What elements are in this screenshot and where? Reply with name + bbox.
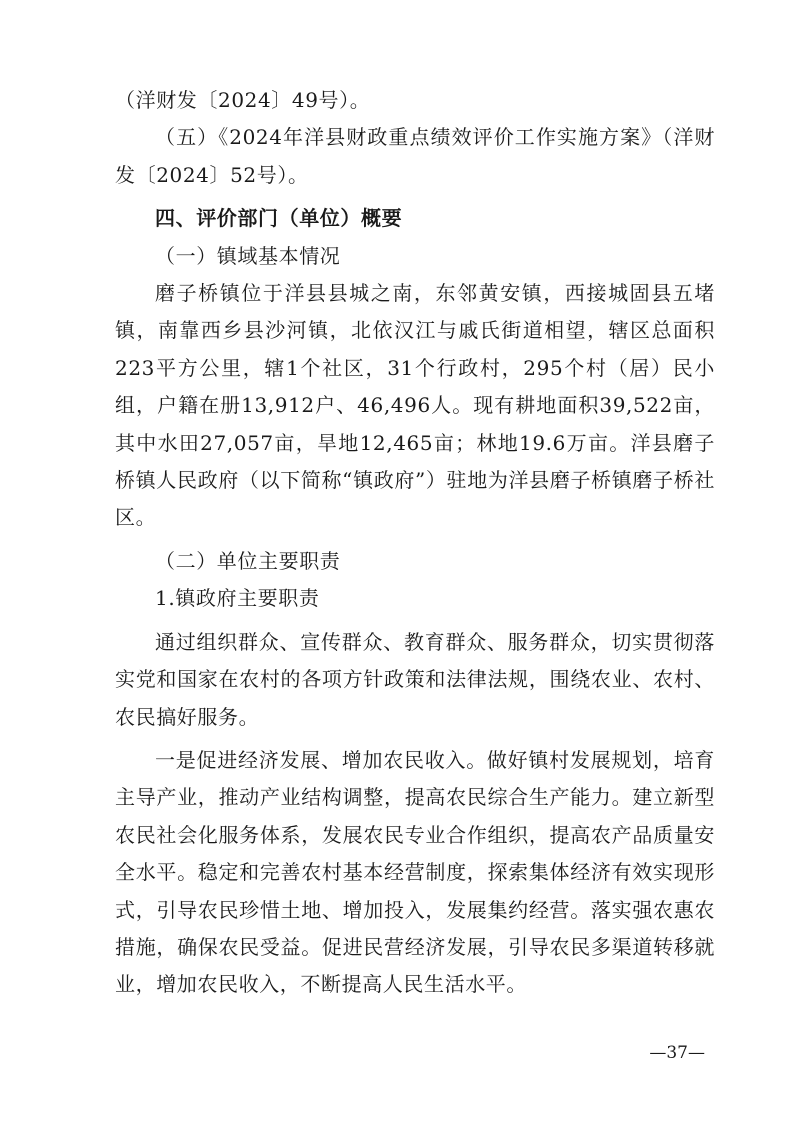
subsection-heading-duties: （二）单位主要职责 [155, 548, 341, 573]
paragraph-duties-intro: 通过组织群众、宣传群众、教育群众、服务群众，切实贯彻落实党和国家在农村的各项方针政策和法律法规，围绕农业、农村、农民搞好服务。 [115, 629, 715, 729]
paragraph-duty-one: 一是促进经济发展、增加农民收入。做好镇村发展规划，培育主导产业，推动产业结构调整，提高农民综合生产能力。建立新型农民社会化服务体系，发展农民专业合作组织，提高农产品质量安全水平。稳定和完善农村基本经营制度，探索集体经济有效实现形式，引导农民珍惜土地、增加投入，发展集约经营。落实强农惠农措施，确保农民受益。促进民营经济发展，引导农民多渠道转移就业，增加农民收入，不断提高人民生活水平。 [115, 747, 715, 997]
paragraph-item-five: （五）《2024年洋县财政重点绩效评价工作实施方案》（洋财发〔2024〕52号）。 [115, 125, 715, 187]
document-body [115, 82, 715, 1004]
item-heading-government-duties: 1.镇政府主要职责 [155, 586, 320, 611]
paragraph-continuation: （洋财发〔2024〕49号）。 [115, 88, 371, 112]
subsection-heading-town-info: （一）镇域基本情况 [155, 243, 341, 268]
page-number: —37— [649, 1043, 705, 1063]
section-heading-overview: 四、评价部门（单位）概要 [155, 206, 403, 231]
paragraph-town-info: 磨子桥镇位于洋县县城之南，东邻黄安镇，西接城固县五堵镇，南靠西乡县沙河镇，北依汉江与戚氏街道相望，辖区总面积223平方公里，辖1个社区，31个行政村，295个村（居）民小组，户籍在册13,912户、46,496人。现有耕地面积39,522亩，其中水田27,057亩，旱地12,465亩；林地19.6万亩。洋县磨子桥镇人民政府（以下简称“镇政府”）驻地为洋县磨子桥镇磨子桥社区。 [115, 281, 715, 530]
